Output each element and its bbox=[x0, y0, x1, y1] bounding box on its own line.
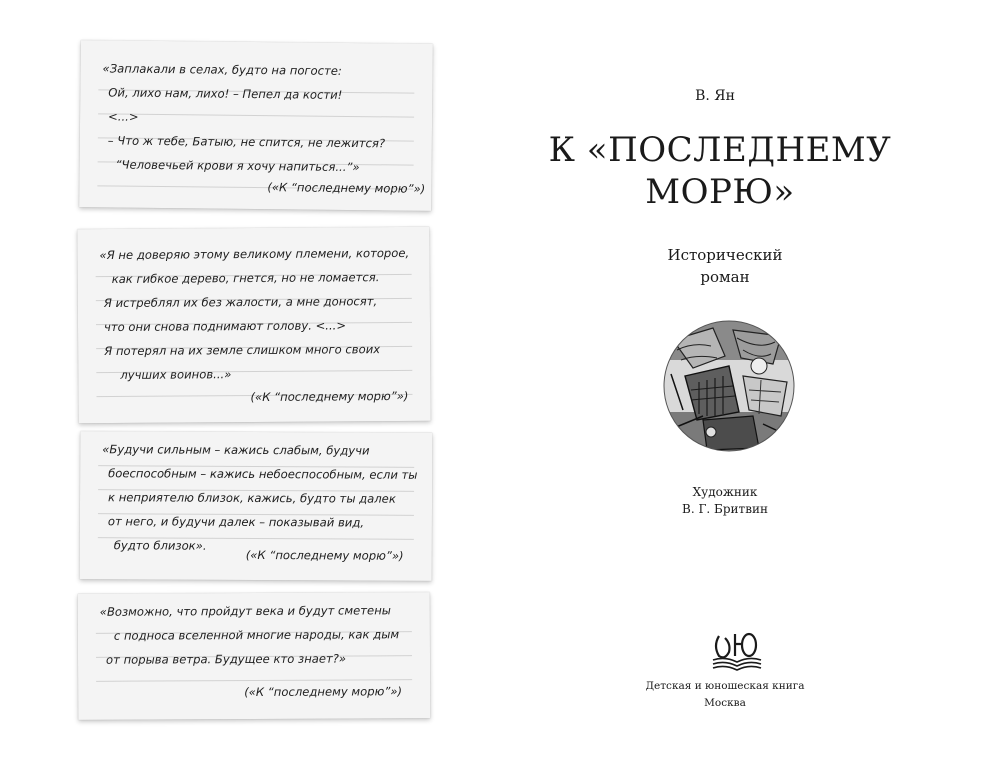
quote-line: – Что ж тебе, Батыю, не спится, не лежится? bbox=[107, 133, 386, 151]
author-name: В. Ян bbox=[695, 88, 735, 104]
quote-card-1 bbox=[79, 40, 433, 211]
quote-line: «Я не доверяю этому великому племени, которое, bbox=[99, 245, 410, 263]
quote-line: что они снова поднимают голову. <...> bbox=[103, 318, 347, 335]
quote-line: боеспособным – кажись небоеспособным, если ты bbox=[108, 466, 418, 482]
quote-line: Я истреблял их без жалости, а мне доносят, bbox=[103, 294, 378, 311]
quote-citation: («К “последнему морю”») bbox=[267, 180, 426, 196]
quote-line: <...> bbox=[108, 109, 139, 124]
quote-card-2 bbox=[77, 227, 430, 423]
artist-name: В. Г. Бритвин bbox=[682, 502, 768, 516]
quote-citation: («К “последнему морю”») bbox=[244, 684, 403, 700]
quote-line: Я потерял на их земле слишком много своих bbox=[104, 342, 381, 359]
quote-line: лучших воинов...» bbox=[120, 367, 232, 382]
quote-card-3 bbox=[80, 431, 433, 581]
circular-illustration bbox=[663, 320, 795, 452]
publisher-logo-icon bbox=[709, 630, 765, 672]
quote-citation: («К “последнему морю”») bbox=[250, 388, 409, 405]
artist-label: Художник bbox=[692, 485, 758, 499]
genre-line-2: роман bbox=[700, 268, 750, 286]
quote-line: «Заплакали в селах, будто на погосте: bbox=[102, 61, 342, 78]
quote-line: от него, и будучи далек – показывай вид, bbox=[107, 514, 365, 530]
quote-line: как гибкое дерево, гнется, но не ломается. bbox=[111, 270, 380, 286]
quote-line: с подноса вселенной многие народы, как дым bbox=[113, 627, 400, 643]
quote-line: «Будучи сильным – кажись слабым, будучи bbox=[102, 442, 370, 458]
quote-line: к неприятелю близок, кажись, будто ты далек bbox=[108, 490, 396, 506]
publisher-name: Детская и юношеская книга bbox=[645, 680, 805, 692]
quote-line: “Человечьей крови я хочу напиться...”» bbox=[115, 157, 360, 175]
book-title-line-1: К «ПОСЛЕДНЕМУ bbox=[548, 130, 892, 170]
quote-line: будто близок». bbox=[113, 538, 207, 553]
quote-line: «Возможно, что пройдут века и будут сметены bbox=[99, 603, 391, 619]
quote-citation: («К “последнему морю”») bbox=[245, 547, 404, 563]
quote-line: Ой, лихо нам, лихо! – Пепел да кости! bbox=[108, 85, 343, 102]
quote-card-4 bbox=[78, 592, 431, 720]
quote-line: от порыва ветра. Будущее кто знает?» bbox=[105, 651, 347, 667]
publisher-city: Москва bbox=[704, 697, 746, 709]
book-title-line-2: МОРЮ» bbox=[645, 172, 795, 212]
genre-line-1: Исторический bbox=[667, 246, 783, 264]
